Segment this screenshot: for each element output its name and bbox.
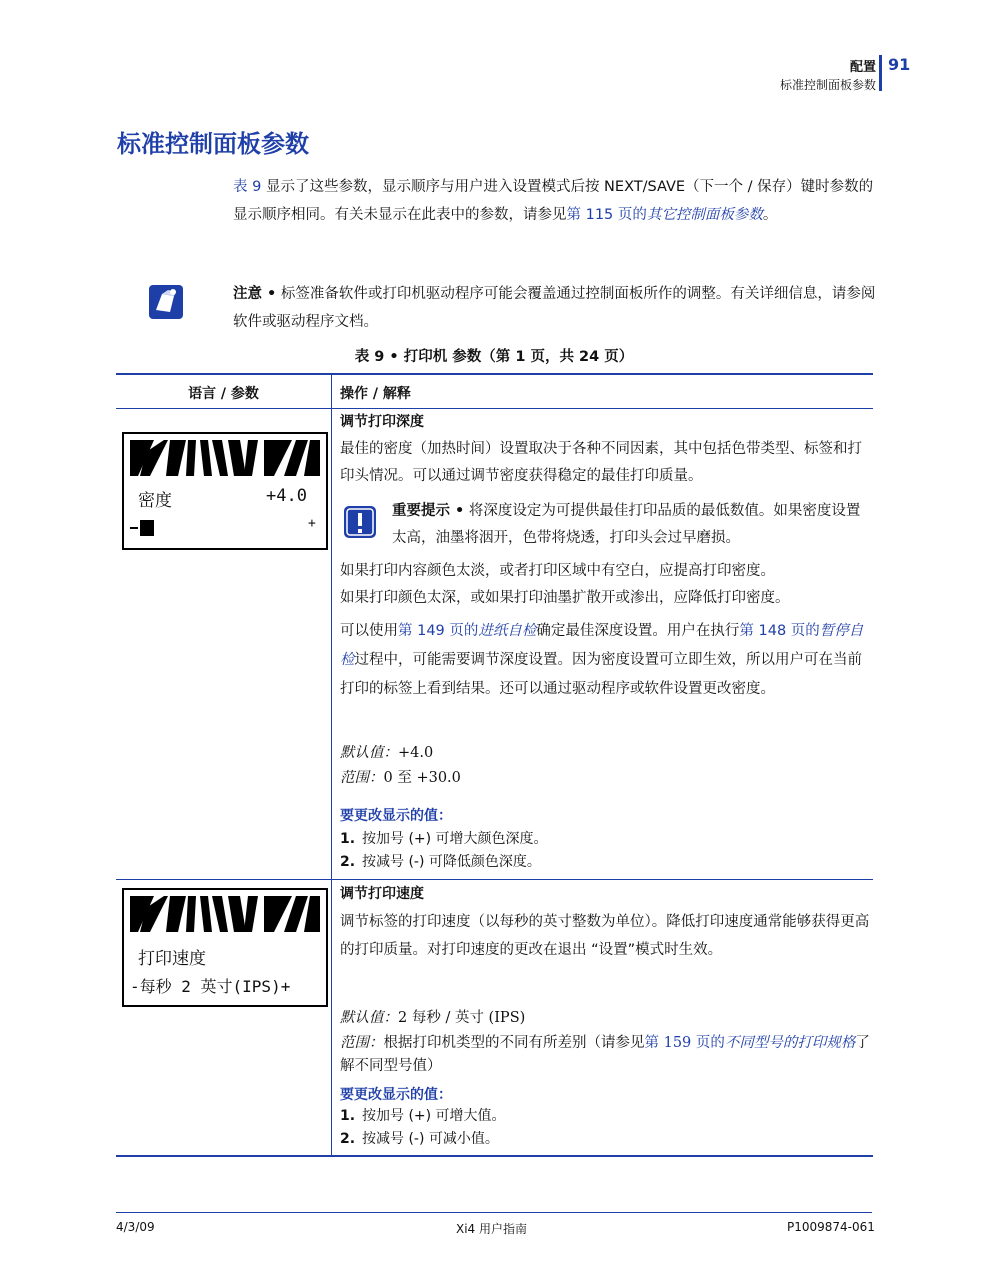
page-number: 91 [888,55,911,74]
lcd-display-density [122,432,328,550]
density-description: 最佳的密度（加热时间）设置取决于各种不同因素，其中包括色带类型、标签和打印头情况。可以通过调节密度获得稳定的最佳打印质量。 [340,441,862,484]
density-heading: 调节打印深度 [340,414,424,430]
lcd-param-name: 打印速度 [138,949,206,969]
print-speed-default: 默认值：2 每秒 / 英寸 (IPS) [340,1010,526,1026]
print-speed-steps [340,1105,506,1151]
important-notice: 重要提示 • 将深度设定为可提供最佳打印品质的最低数值。如果密度设置太高，油墨将洇开，色带将烧透，打印头会过早磨损。 [392,503,861,546]
lcd-plus-sign: + [308,516,316,531]
footer-rule [116,1212,872,1213]
list-item: 2. 按减号 (-) 可减小值。 [340,1131,499,1147]
note-icon [148,284,184,320]
print-speed-description: 调节标签的打印速度（以每秒的英寸整数为单位）。降低打印速度通常能够获得更高的打印质量。对打印速度的更改在退出 “设置”模式时生效。 [340,914,870,958]
table-row-divider [116,879,873,880]
footer-guide-title: Xi4 用户指南 [456,1222,528,1236]
print-speed-change-heading: 要更改显示的值： [340,1087,452,1103]
lcd-param-value: -每秒 2 英寸(IPS)+ [130,977,291,996]
print-speed-range: 范围：根据打印机类型的不同有所差别（请参见第 159 页的不同型号的打印规格了解不同型号值） [340,1035,870,1074]
header-subsection: 标准控制面板参数 [779,78,876,92]
lcd-param-name: 密度 [138,491,172,511]
print-speed-heading: 调节打印速度 [340,886,424,902]
page-title: 标准控制面板参数 [117,130,309,158]
note-paragraph: 注意 • 标签准备软件或打印机驱动程序可能会覆盖通过控制面板所作的调整。有关详细信息，请参阅软件或驱动程序文档。 [233,286,876,330]
print-speed-cell [340,881,870,964]
footer-part-number: P1009874-061 [787,1220,875,1234]
col-header-param: 语言 / 参数 [188,386,259,402]
density-tips: 如果打印内容颜色太淡，或者打印区域中有空白，应提高打印密度。 如果打印颜色太深，或如果打印油墨扩散开或渗出，应降低打印密度。 [340,563,790,606]
important-icon [342,504,378,540]
page-ref-link[interactable]: 第 115 页的 [566,207,647,223]
table-ref-link[interactable]: 表 9 [233,179,262,195]
lcd-display-print-speed [122,888,328,1007]
pause-test-link-title[interactable]: 暂停自检 [340,623,864,668]
footer-date: 4/3/09 [116,1220,155,1234]
density-cell [340,409,870,490]
header-section: 配置 [849,60,876,75]
density-steps [340,828,548,874]
header-divider [879,55,882,91]
table-top-rule [116,373,873,375]
table-caption: 表 9 • 打印机 参数（第 1 页，共 24 页） [354,349,634,365]
table-bottom-rule [116,1155,873,1157]
pause-test-link[interactable]: 第 148 页的 [739,623,820,639]
list-item: 1. 按加号 (+) 可增大颜色深度。 [340,831,548,847]
feed-test-link[interactable]: 第 149 页的 [398,623,479,639]
list-item: 1. 按加号 (+) 可增大值。 [340,1108,506,1124]
page-ref-link-title[interactable]: 其它控制面板参数 [646,207,763,223]
col-header-action: 操作 / 解释 [340,386,411,402]
density-range: 范围：0 至 +30.0 [340,770,461,786]
intro-paragraph: 表 9 显示了这些参数，显示顺序与用户进入设置模式后按 NEXT/SAVE（下一个 / 保存）键时参数的显示顺序相同。有关未显示在此表中的参数，请参见第 115 页的其它控制面板参数。 [233,179,874,223]
density-default: 默认值：+4.0 [340,745,434,761]
lcd-param-value: +4.0 [266,486,307,506]
density-selftest-paragraph: 可以使用第 149 页的进纸自检确定最佳深度设置。用户在执行第 148 页的暂停自检过程中，可能需要调节深度设置。因为密度设置可立即生效，所以用户可在当前打印的标签上看到结果。还可以通过驱动程序或软件设置更改密度。 [340,623,864,697]
table-column-divider [331,374,332,1156]
density-change-heading: 要更改显示的值： [340,808,452,824]
list-item: 2. 按减号 (-) 可降低颜色深度。 [340,854,541,870]
feed-test-link-title[interactable]: 进纸自检 [478,623,537,639]
specs-link[interactable]: 第 159 页的 [644,1035,725,1051]
specs-link-title[interactable]: 不同型号的打印规格 [724,1035,856,1051]
